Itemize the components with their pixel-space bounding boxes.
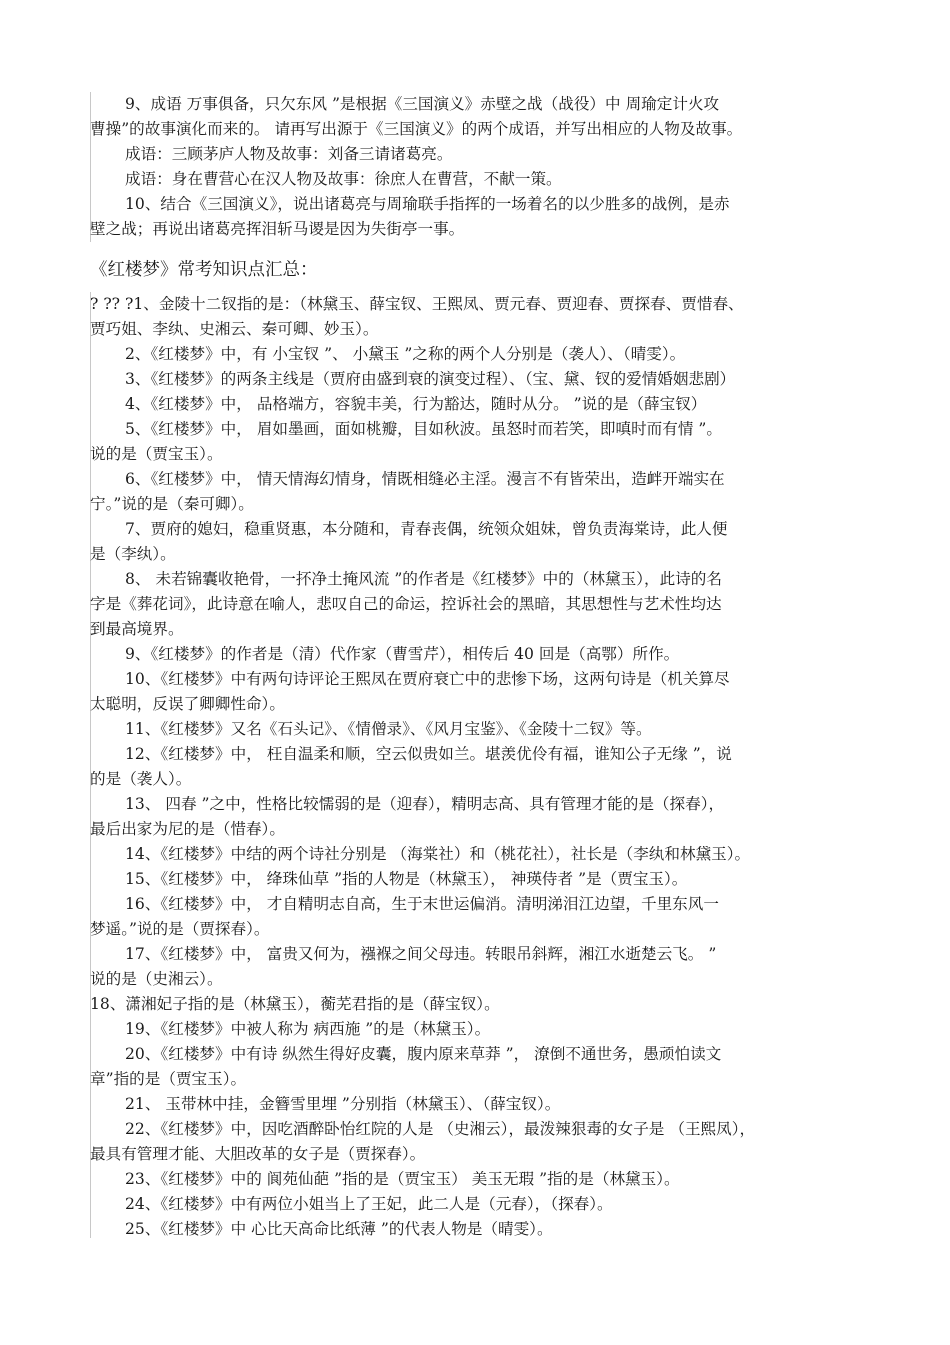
text-line: 14、《红楼梦》中结的两个诗社分别是 （海棠社）和（桃花社），社长是（李纨和林黛玉）。 <box>125 845 751 863</box>
text-line: 9、《红楼梦》的作者是（清）代作家（曹雪芹），相传后 40 回是（高鄂）所作。 <box>125 645 680 663</box>
text-line: 11、《红楼梦》又名《石头记》、《情僧录》、《风月宝鉴》、《金陵十二钗》等。 <box>125 720 652 738</box>
text-line: 贾巧姐、李纨、史湘云、秦可卿、妙玉）。 <box>90 320 379 338</box>
text-line: 10、结合《三国演义》，说出诸葛亮与周瑜联手指挥的一场着名的以少胜多的战例，是赤 <box>125 195 730 213</box>
text-line: 16、《红楼梦》中， 才自精明志自高，生于末世运偏消。清明涕泪江边望，千里东风一 <box>125 895 719 913</box>
text-line: ? ?? ?1、金陵十二钗指的是：（林黛玉、薛宝钗、王熙凤、贾元春、贾迎春、贾探春、贾惜春、 <box>90 295 744 313</box>
text-line: 是（李纨）。 <box>90 545 176 563</box>
text-line: 成语：身在曹营心在汉人物及故事：徐庶人在曹营，不献一策。 <box>125 170 562 188</box>
text-line: 成语：三顾茅庐人物及故事：刘备三请诸葛亮。 <box>125 145 453 163</box>
text-line: 太聪明，反误了卿卿性命）。 <box>90 695 285 713</box>
text-line: 梦遥。”说的是（贾探春）。 <box>90 920 270 938</box>
text-line: 宁。”说的是（秦可卿）。 <box>90 495 254 513</box>
text-line: 21、 玉带林中挂，金簪雪里埋 ”分别指（林黛玉）、（薛宝钗）。 <box>125 1095 561 1113</box>
text-line: 23、《红楼梦》中的 阆苑仙葩 ”指的是（贾宝玉） 美玉无瑕 ”指的是（林黛玉）。 <box>125 1170 680 1188</box>
text-line: 24、《红楼梦》中有两位小姐当上了王妃，此二人是（元春），（探春）。 <box>125 1195 613 1213</box>
text-line: 壁之战；再说出诸葛亮挥泪斩马谡是因为失街亭一事。 <box>90 220 465 238</box>
text-line: 的是（袭人）。 <box>90 770 192 788</box>
text-line: 5、《红楼梦》中， 眉如墨画，面如桃瓣，目如秋波。虽怒时而若笑，即嗔时而有情 ”。 <box>125 420 722 438</box>
text-line: 10、《红楼梦》中有两句诗评论王熙凤在贾府衰亡中的悲惨下场，这两句诗是（机关算尽 <box>125 670 730 688</box>
text-line: 18、潇湘妃子指的是（林黛玉），蘅芜君指的是（薛宝钗）。 <box>90 995 500 1013</box>
text-line: 4、《红楼梦》中， 品格端方，容貌丰美，行为豁达，随时从分。 ”说的是（薛宝钗） <box>125 395 707 413</box>
text-line: 17、《红楼梦》中， 富贵又何为，襁褓之间父母违。转眼吊斜辉，湘江水逝楚云飞。 ” <box>125 945 717 963</box>
text-line: 8、 未若锦囊收艳骨，一抔净土掩风流 ”的作者是《红楼梦》中的（林黛玉），此诗的名 <box>125 570 722 588</box>
text-line: 最具有管理才能、大胆改革的女子是（贾探春）。 <box>90 1145 426 1163</box>
text-line: 2、《红楼梦》中，有 小宝钗 ”、 小黛玉 ”之称的两个人分别是（袭人）、（晴雯）。 <box>125 345 686 363</box>
text-line: 13、 四春 ”之中，性格比较懦弱的是（迎春），精明志高、具有管理才能的是（探春）， <box>125 795 725 813</box>
text-line: 20、《红楼梦》中有诗 纵然生得好皮囊，腹内原来草莽 ”， 潦倒不通世务，愚顽怕读文 <box>125 1045 722 1063</box>
text-line: 12、《红楼梦》中， 枉自温柔和顺，空云似贵如兰。堪羡优伶有福，谁知公子无缘 ”，说 <box>125 745 732 763</box>
text-line: 22、《红楼梦》中，因吃酒醉卧怡红院的人是 （史湘云），最泼辣狠毒的女子是 （王熙凤）， <box>125 1120 756 1138</box>
section-heading: 《红楼梦》常考知识点汇总： <box>90 260 318 280</box>
text-line: 15、《红楼梦》中， 绛珠仙草 ”指的人物是（林黛玉）， 神瑛侍者 ”是（贾宝玉）。 <box>125 870 688 888</box>
text-line: 9、成语 万事俱备，只欠东风 ”是根据《三国演义》赤壁之战（战役）中 周瑜定计火攻 <box>125 95 720 113</box>
text-line: 19、《红楼梦》中被人称为 病西施 ”的是（林黛玉）。 <box>125 1020 491 1038</box>
text-line: 说的是（史湘云）。 <box>90 970 223 988</box>
text-line: 说的是（贾宝玉）。 <box>90 445 223 463</box>
text-line: 最后出家为尼的是（惜春）。 <box>90 820 285 838</box>
text-line: 章”指的是（贾宝玉）。 <box>90 1070 247 1088</box>
text-line: 到最高境界。 <box>90 620 184 638</box>
text-line: 3、《红楼梦》的两条主线是（贾府由盛到衰的演变过程）、（宝、黛、钗的爱情婚姻悲剧） <box>125 370 736 388</box>
text-line: 7、贾府的媳妇，稳重贤惠，本分随和，青春丧偶，统领众姐妹，曾负责海棠诗，此人便 <box>125 520 728 538</box>
text-line: 25、《红楼梦》中 心比天高命比纸薄 ”的代表人物是（晴雯）。 <box>125 1220 553 1238</box>
text-line: 字是《葬花词》，此诗意在喻人，悲叹自己的命运，控诉社会的黑暗，其思想性与艺术性均达 <box>90 595 722 613</box>
left-margin-rule <box>90 292 91 1238</box>
text-line: 6、《红楼梦》中， 情天情海幻情身，情既相缝必主淫。漫言不有皆荣出，造衅开端实在 <box>125 470 725 488</box>
text-line: 曹操”的故事演化而来的。 请再写出源于《三国演义》的两个成语，并写出相应的人物及故事。 <box>90 120 743 138</box>
